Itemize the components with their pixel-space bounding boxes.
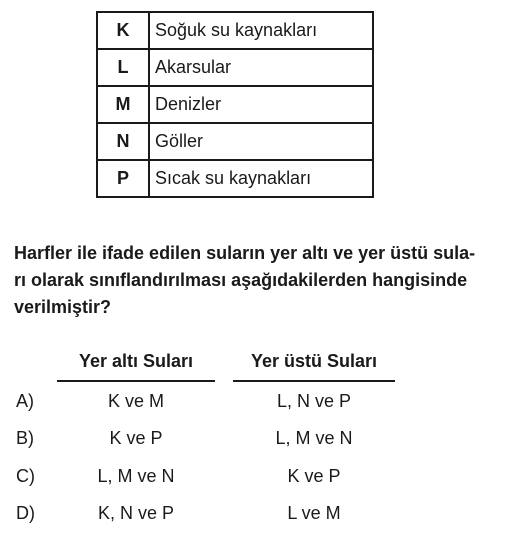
- legend-row: [97, 160, 373, 197]
- legend-row: [97, 86, 373, 123]
- option-letter: A): [16, 391, 34, 411]
- legend-label: Denizler: [149, 86, 373, 123]
- option-underground: K ve P: [109, 428, 163, 448]
- option-underground: K ve M: [107, 391, 164, 411]
- legend-label: Akarsular: [149, 49, 373, 86]
- legend-label: Göller: [149, 123, 373, 160]
- surface-header: Yer üstü Suları: [233, 351, 395, 382]
- legend-key: N: [97, 123, 149, 160]
- underground-header: Yer altı Suları: [57, 351, 215, 382]
- legend-row: [97, 123, 373, 160]
- option-surface: L ve M: [287, 503, 341, 523]
- question-line-3: verilmiştir?: [14, 297, 112, 317]
- legend-label: Sıcak su kaynakları: [149, 160, 373, 197]
- option-letter: D): [16, 503, 35, 523]
- question-line-2: rı olarak sınıflandırılması aşağıdakilerden hangisinde: [14, 270, 468, 290]
- option-c[interactable]: [0, 466, 529, 496]
- legend-row: [97, 12, 373, 49]
- option-letter: B): [16, 428, 34, 448]
- legend-label: Soğuk su kaynakları: [149, 12, 373, 49]
- option-surface: L, M ve N: [275, 428, 353, 448]
- option-underground: L, M ve N: [97, 466, 175, 486]
- legend-key: L: [97, 49, 149, 86]
- legend-key: K: [97, 12, 149, 49]
- option-b[interactable]: [0, 428, 529, 458]
- question-text: [14, 240, 524, 321]
- option-d[interactable]: [0, 503, 529, 533]
- legend-table: [96, 11, 374, 198]
- question-line-1: Harfler ile ifade edilen suların yer altı ve yer üstü sula-: [14, 243, 476, 263]
- legend-row: [97, 49, 373, 86]
- legend-key: P: [97, 160, 149, 197]
- option-underground: K, N ve P: [97, 503, 175, 523]
- option-surface: L, N ve P: [276, 391, 352, 411]
- legend-key: M: [97, 86, 149, 123]
- option-a[interactable]: [0, 391, 529, 421]
- option-letter: C): [16, 466, 35, 486]
- option-surface: K ve P: [287, 466, 341, 486]
